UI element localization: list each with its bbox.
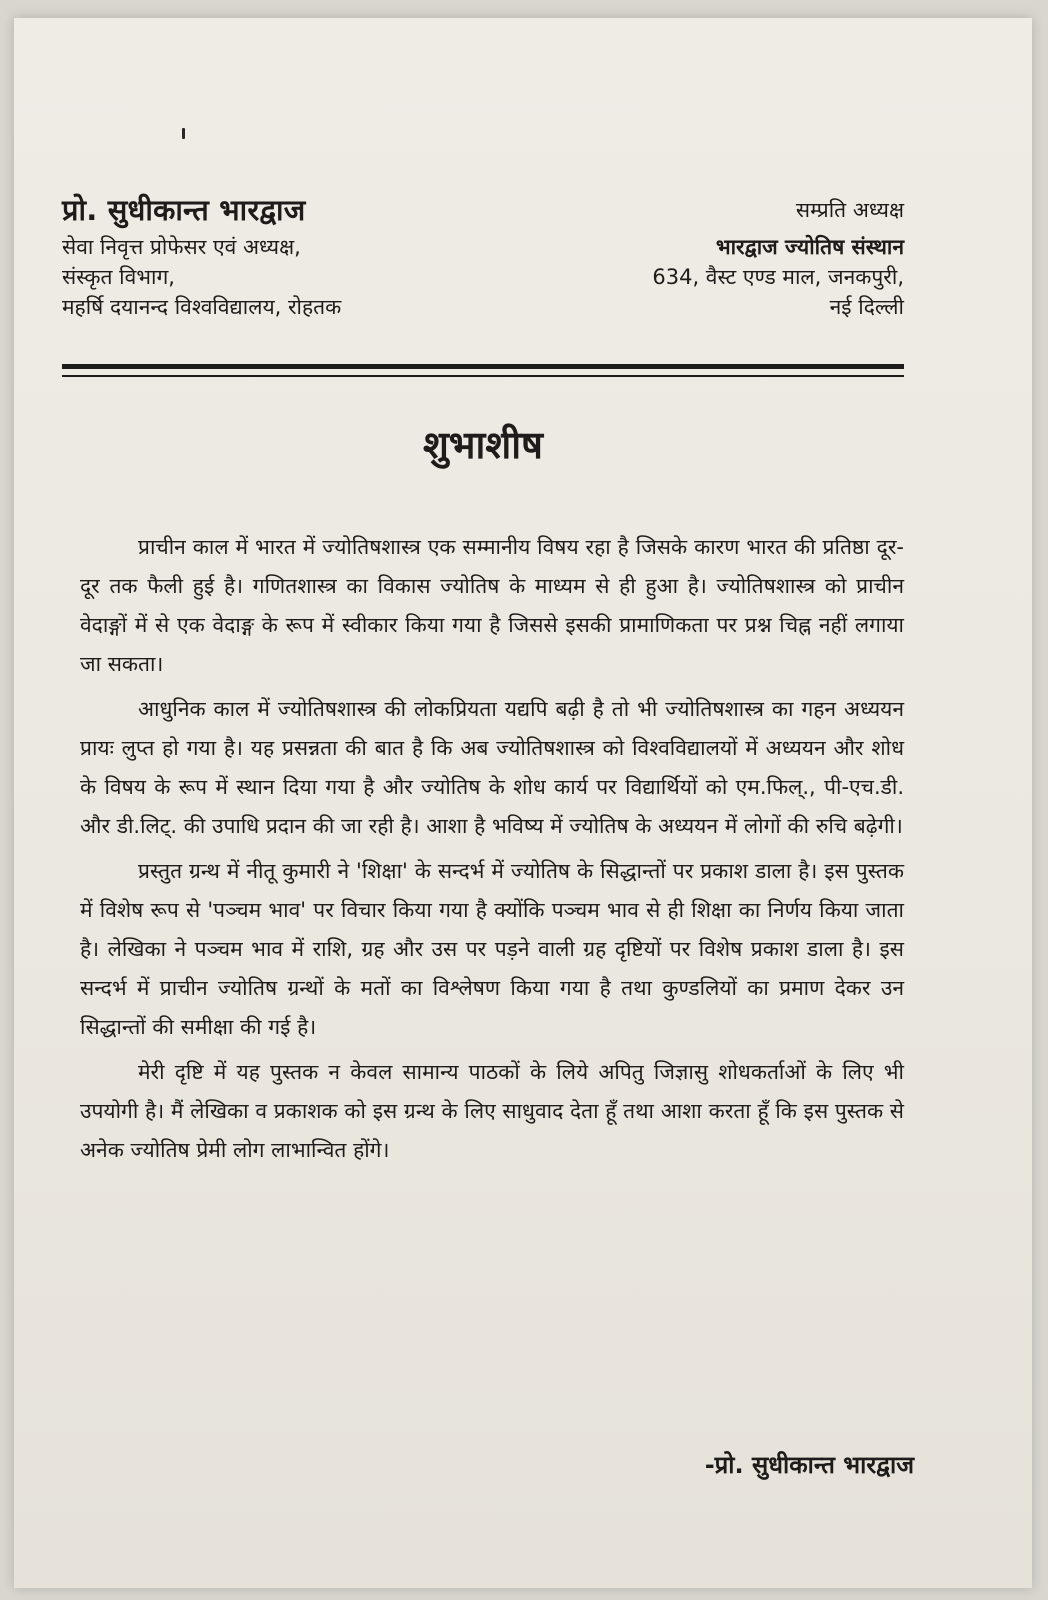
signature: -प्रो. सुधीकान्त भारद्वाज: [704, 1451, 914, 1479]
author-university: महर्षि दयानन्द विश्वविद्यालय, रोहतक: [62, 295, 342, 319]
print-mark: [182, 128, 185, 139]
letterhead: [62, 188, 904, 368]
paragraph-1: प्राचीन काल में भारत में ज्योतिषशास्त्र एक सम्मानीय विषय रहा है जिसके कारण भारत की प्रतिष्ठा दूर-दूर तक फैली हुई है। गणितशास्त्र का विकास ज्योतिष के माध्यम से ही हुआ है। ज्योतिषशास्त्र को प्राचीन वेदाङ्गों में से एक वेदाङ्ग के रूप में स्वीकार किया गया है जिससे इसकी प्रामाणिकता पर प्रश्न चिह्न नहीं लगाया जा सकता।: [80, 535, 904, 676]
paragraph-4: मेरी दृष्टि में यह पुस्तक न केवल सामान्य पाठकों के लिये अपितु जिज्ञासु शोधकर्ताओं के लिए भी उपयोगी है। मैं लेखिका व प्रकाशक को इस ग्रन्थ के लिए साधुवाद देता हूँ तथा आशा करता हूँ कि इस पुस्तक से अनेक ज्योतिष प्रेमी लोग लाभान्वित होंगे।: [80, 1060, 904, 1162]
foreword-body: [80, 528, 904, 1176]
institute-city: नई दिल्ली: [829, 295, 904, 319]
current-position-details: [504, 188, 904, 322]
paragraph-2: आधुनिक काल में ज्योतिषशास्त्र की लोकप्रियता यद्यपि बढ़ी है तो भी ज्योतिषशास्त्र का गहन अध्ययन प्रायः लुप्त हो गया है। यह प्रसन्नता की बात है कि अब ज्योतिषशास्त्र को विश्वविद्यालयों में अध्ययन और शोध के विषय के रूप में स्थान दिया गया है और ज्योतिष के शोध कार्य पर विद्यार्थियों को एम.फिल्., पी-एच.डी. और डी.लिट्. की उपाधि प्रदान की जा रही है। आशा है भविष्य में ज्योतिष के अध्ययन में लोगों की रुचि बढ़ेगी।: [80, 697, 904, 838]
paragraph-3: प्रस्तुत ग्रन्थ में नीतू कुमारी ने 'शिक्षा' के सन्दर्भ में ज्योतिष के सिद्धान्तों पर प्रकाश डाला है। इस पुस्तक में विशेष रूप से 'पञ्चम भाव' पर विचार किया गया है क्योंकि पञ्चम भाव से ही शिक्षा का निर्णय किया जाता है। लेखिका ने पञ्चम भाव में राशि, ग्रह और उस पर पड़ने वाली ग्रह दृष्टियों पर विशेष प्रकाश डाला है। इस सन्दर्भ में प्राचीन ज्योतिष ग्रन्थों के मतों का विश्लेषण किया गया है तथा कुण्डलियों का प्रमाण देकर उन सिद्धान्तों की समीक्षा की गई है।: [80, 859, 904, 1039]
book-page: [14, 18, 1032, 1588]
header-divider-thick: [62, 364, 904, 369]
institute-address: 634, वैस्ट एण्ड माल, जनकपुरी,: [652, 265, 904, 289]
author-name: प्रो. सुधीकान्त भारद्वाज: [62, 193, 306, 227]
current-role: सम्प्रति अध्यक्ष: [795, 198, 904, 222]
header-divider-thin: [62, 375, 904, 377]
author-department: संस्कृत विभाग,: [62, 265, 175, 289]
author-details: [62, 188, 522, 322]
institute-name: भारद्वाज ज्योतिष संस्थान: [715, 235, 904, 259]
author-designation: सेवा निवृत्त प्रोफेसर एवं अध्यक्ष,: [62, 235, 301, 259]
page-title: शुभाशीष: [422, 423, 544, 467]
